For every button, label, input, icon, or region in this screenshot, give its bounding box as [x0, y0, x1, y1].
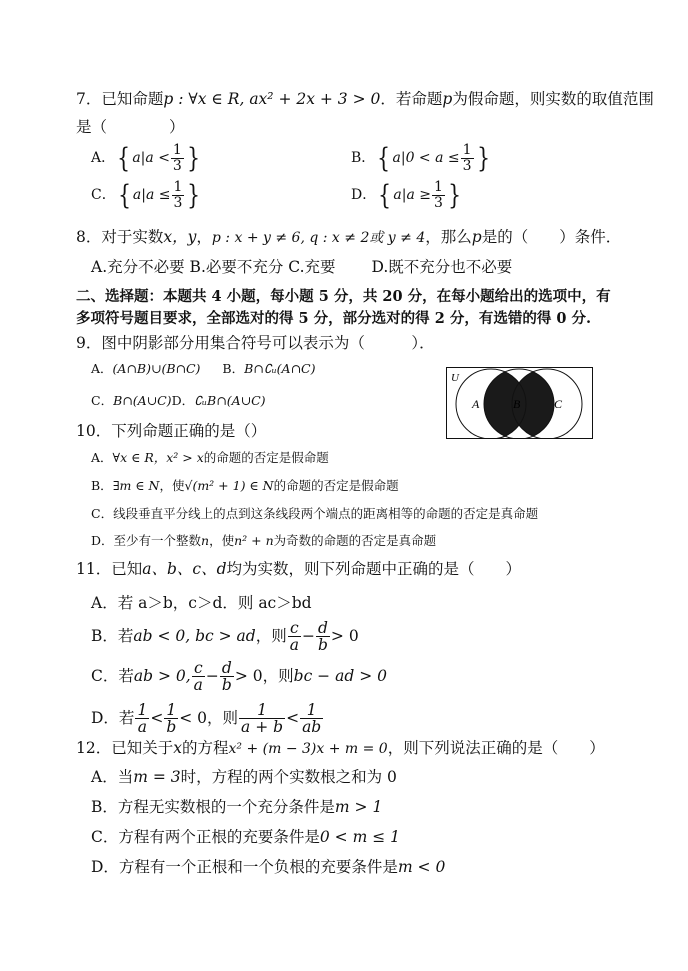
- section2-line1: 二、选择题：本题共 4 小题，每小题 5 分，共 20 分，在每小题给出的选项中，有: [76, 288, 611, 305]
- option-label: B．: [91, 478, 113, 493]
- brace-right: }: [476, 142, 490, 174]
- frac-d-b: $\frac{d}{b}$: [221, 659, 232, 695]
- q9-options-cd: [91, 395, 266, 408]
- q12-b-math: m > 1: [334, 798, 383, 816]
- brace-right: }: [186, 142, 200, 174]
- q12-b-text: B．方程无实数根的一个充分条件是: [91, 798, 335, 816]
- q7-p: p: [442, 90, 453, 108]
- option-label: B．: [222, 361, 245, 376]
- option-label: C．: [91, 187, 116, 204]
- venn-label-u: U: [451, 372, 459, 384]
- option-label: B．: [351, 150, 376, 167]
- q12-option-d: [91, 860, 445, 876]
- q12-stem: [76, 741, 605, 757]
- q8-stem-b: ，: [196, 228, 212, 246]
- q7-option-d: [351, 180, 463, 210]
- q10-b-math-a: ∃m ∈ N: [112, 478, 160, 493]
- lt0: < 0: [179, 708, 208, 727]
- set-bar: |: [400, 150, 406, 167]
- q7-option-c: [91, 180, 203, 210]
- q7-stem-line2: 是（ ）: [76, 118, 185, 136]
- option-label: C．若: [91, 666, 134, 685]
- frac-1-ab: $\frac{1}{ab}$: [302, 701, 322, 737]
- q10-option-c: C．线段垂直平分线上的点到这条线段两个端点的距离相等的命题的否定是真命题: [91, 506, 539, 521]
- q10-b-text-b: 的命题的否定是假命题: [273, 478, 399, 493]
- set-cond: a ≥: [406, 187, 432, 204]
- set-bar: |: [141, 187, 146, 204]
- brace-left: {: [117, 179, 131, 211]
- q11-d-then: ，则: [207, 708, 239, 727]
- q8-vars: x，y: [163, 228, 197, 246]
- frac-1-3: $\frac{1}{3}$: [172, 142, 182, 174]
- q12-stem-b: 的方程: [181, 739, 229, 757]
- q10-d-text-b: ，使: [209, 533, 235, 548]
- q10-d-text-c: 为奇数的命题的否定是真命题: [273, 533, 437, 548]
- q11-b-then: ，则: [255, 626, 287, 645]
- brace-right: }: [187, 179, 201, 211]
- q11-option-d: [91, 702, 324, 736]
- q10-d-math-a: n: [201, 533, 210, 548]
- q12-a-text: A．当: [91, 768, 134, 786]
- q9-d-expr: ∁ᵤB∩(A∪C): [194, 393, 266, 408]
- set-var: a: [132, 150, 141, 167]
- frac-1-apb: $\frac{1}{a + b}$: [241, 701, 284, 737]
- q12-stem-a: 12．已知关于: [76, 739, 174, 757]
- q8-stem-c: ，那么: [425, 228, 472, 246]
- set-var: a: [392, 150, 401, 167]
- q12-c-math: 0 < m ≤ 1: [319, 828, 400, 846]
- q11-stem: [76, 562, 521, 578]
- q12-option-b: [91, 800, 382, 816]
- q11-option-a: A．若 a＞b，c＞d．则 ac＞bd: [91, 594, 312, 612]
- frac-1-b: $\frac{1}{b}$: [166, 701, 177, 737]
- q11-vars: a、b、c、d: [142, 560, 227, 578]
- gt0: > 0: [330, 626, 359, 645]
- q11-option-b: [91, 620, 359, 654]
- q10-a-text: 的命题的否定是假命题: [203, 450, 329, 465]
- q12-a-math: m = 3: [133, 768, 181, 786]
- set-var: a: [132, 187, 142, 204]
- q8-cond: p : x + y ≠ 6, q : x ≠ 2或 y ≠ 4: [211, 230, 426, 246]
- q7-formula: p : ∀x ∈ R, ax² + 2x + 3 > 0: [163, 90, 381, 108]
- q9-options-ab: [91, 363, 316, 376]
- q7-stem-b: ．若命题: [380, 90, 443, 108]
- q12-option-c: [91, 830, 400, 846]
- option-label: A．: [91, 450, 113, 465]
- brace-left: {: [117, 142, 131, 174]
- frac-1-3: $\frac{1}{3}$: [462, 142, 472, 174]
- venn-label-a: A: [472, 397, 480, 411]
- brace-left: {: [377, 142, 391, 174]
- option-label: C．: [91, 393, 114, 408]
- q9-c-expr: B∩(A∪C): [113, 393, 172, 408]
- q8-stem-d: 是的（ ）条件．: [481, 228, 622, 246]
- minus: −: [205, 666, 219, 685]
- q10-option-b: [91, 480, 399, 493]
- q12-option-a: [91, 770, 397, 786]
- q8-stem: [76, 230, 621, 246]
- q11-stem-a: 11．已知: [76, 560, 143, 578]
- q9-a-expr: (A∩B)∪(B∩C): [112, 361, 201, 376]
- q12-d-text: D．方程有一个正根和一个负根的充要条件是: [91, 858, 398, 876]
- frac-1-3: $\frac{1}{3}$: [434, 179, 443, 211]
- q7-stem-a: 7．已知命题: [76, 90, 164, 108]
- frac-c-a: $\frac{c}{a}$: [193, 659, 203, 695]
- frac-c-a: $\frac{c}{a}$: [289, 619, 299, 655]
- q8-p: p: [471, 228, 482, 246]
- q11-option-c: [91, 660, 387, 694]
- brace-right: }: [448, 179, 461, 211]
- set-cond: 0 < a ≤: [405, 150, 460, 167]
- option-label: D．: [351, 187, 377, 204]
- q11-b-cond: ab < 0, bc > ad: [133, 626, 256, 645]
- q7-stem-c: 为假命题，则实数的取值范围: [452, 90, 654, 108]
- q11-c-then: ，则: [262, 666, 294, 685]
- option-label: A．: [91, 361, 113, 376]
- q10-stem: 10．下列命题正确的是（）: [76, 422, 267, 440]
- q11-c-cond: ab > 0,: [133, 666, 191, 685]
- q9-b-expr: B∩∁ᵤ(A∩C): [244, 361, 316, 376]
- lt: <: [286, 708, 300, 727]
- q10-option-d: [91, 535, 436, 548]
- q7-stem-line1: [76, 92, 654, 108]
- set-bar: |: [401, 187, 407, 204]
- minus: −: [301, 626, 315, 645]
- option-label: A．: [91, 150, 116, 167]
- q8-stem-a: 8．对于实数: [76, 228, 164, 246]
- q7-option-a: [91, 143, 202, 173]
- q11-c-result: bc − ad > 0: [293, 666, 387, 685]
- option-label: D．: [171, 393, 195, 408]
- venn-label-c: C: [554, 397, 563, 411]
- q10-a-math: ∀x ∈ R，x² > x: [112, 450, 204, 465]
- gt0: > 0: [234, 666, 263, 685]
- q10-b-text-a: ，使: [159, 478, 185, 493]
- set-cond: a <: [145, 150, 170, 167]
- q12-a-text-b: 时，方程的两个实数根之和为 0: [180, 768, 397, 786]
- venn-diagram: [446, 367, 593, 439]
- q12-d-math: m < 0: [397, 858, 446, 876]
- frac-d-b: $\frac{d}{b}$: [317, 619, 328, 655]
- q12-stem-c: ，则下列说法正确的是（ ）: [387, 739, 605, 757]
- q12-x: x: [173, 739, 182, 757]
- q7-option-b: [351, 143, 492, 173]
- set-var: a: [393, 187, 402, 204]
- q12-c-text: C．方程有两个正根的充要条件是: [91, 828, 320, 846]
- set-bar: |: [140, 150, 146, 167]
- q10-b-math-b: √(m² + 1) ∈ N: [184, 478, 274, 493]
- q10-option-a: [91, 452, 329, 465]
- q10-d-math-b: n² + n: [234, 533, 274, 548]
- q12-eq: x² + (m − 3)x + m = 0: [228, 741, 388, 757]
- frac-1-a: $\frac{1}{a}$: [137, 701, 148, 737]
- frac-1-3: $\frac{1}{3}$: [173, 179, 183, 211]
- venn-label-b: B: [513, 397, 521, 411]
- brace-left: {: [378, 179, 392, 211]
- q9-stem: 9．图中阴影部分用集合符号可以表示为（ ）．: [76, 334, 435, 352]
- q11-stem-b: 均为实数，则下列命题中正确的是（ ）: [226, 560, 522, 578]
- option-label: B．若: [91, 626, 134, 645]
- lt: <: [150, 708, 164, 727]
- section2-line2: 多项符号题目要求，全部选对的得 5 分，部分选对的得 2 分，有选错的得 0 分.: [76, 310, 592, 327]
- q10-d-text-a: D．至少有一个整数: [91, 533, 202, 548]
- q8-options: A.充分不必要 B.必要不充分 C.充要 D.既不充分也不必要: [91, 258, 513, 276]
- set-cond: a ≤: [145, 187, 171, 204]
- option-label: D．若: [91, 708, 135, 727]
